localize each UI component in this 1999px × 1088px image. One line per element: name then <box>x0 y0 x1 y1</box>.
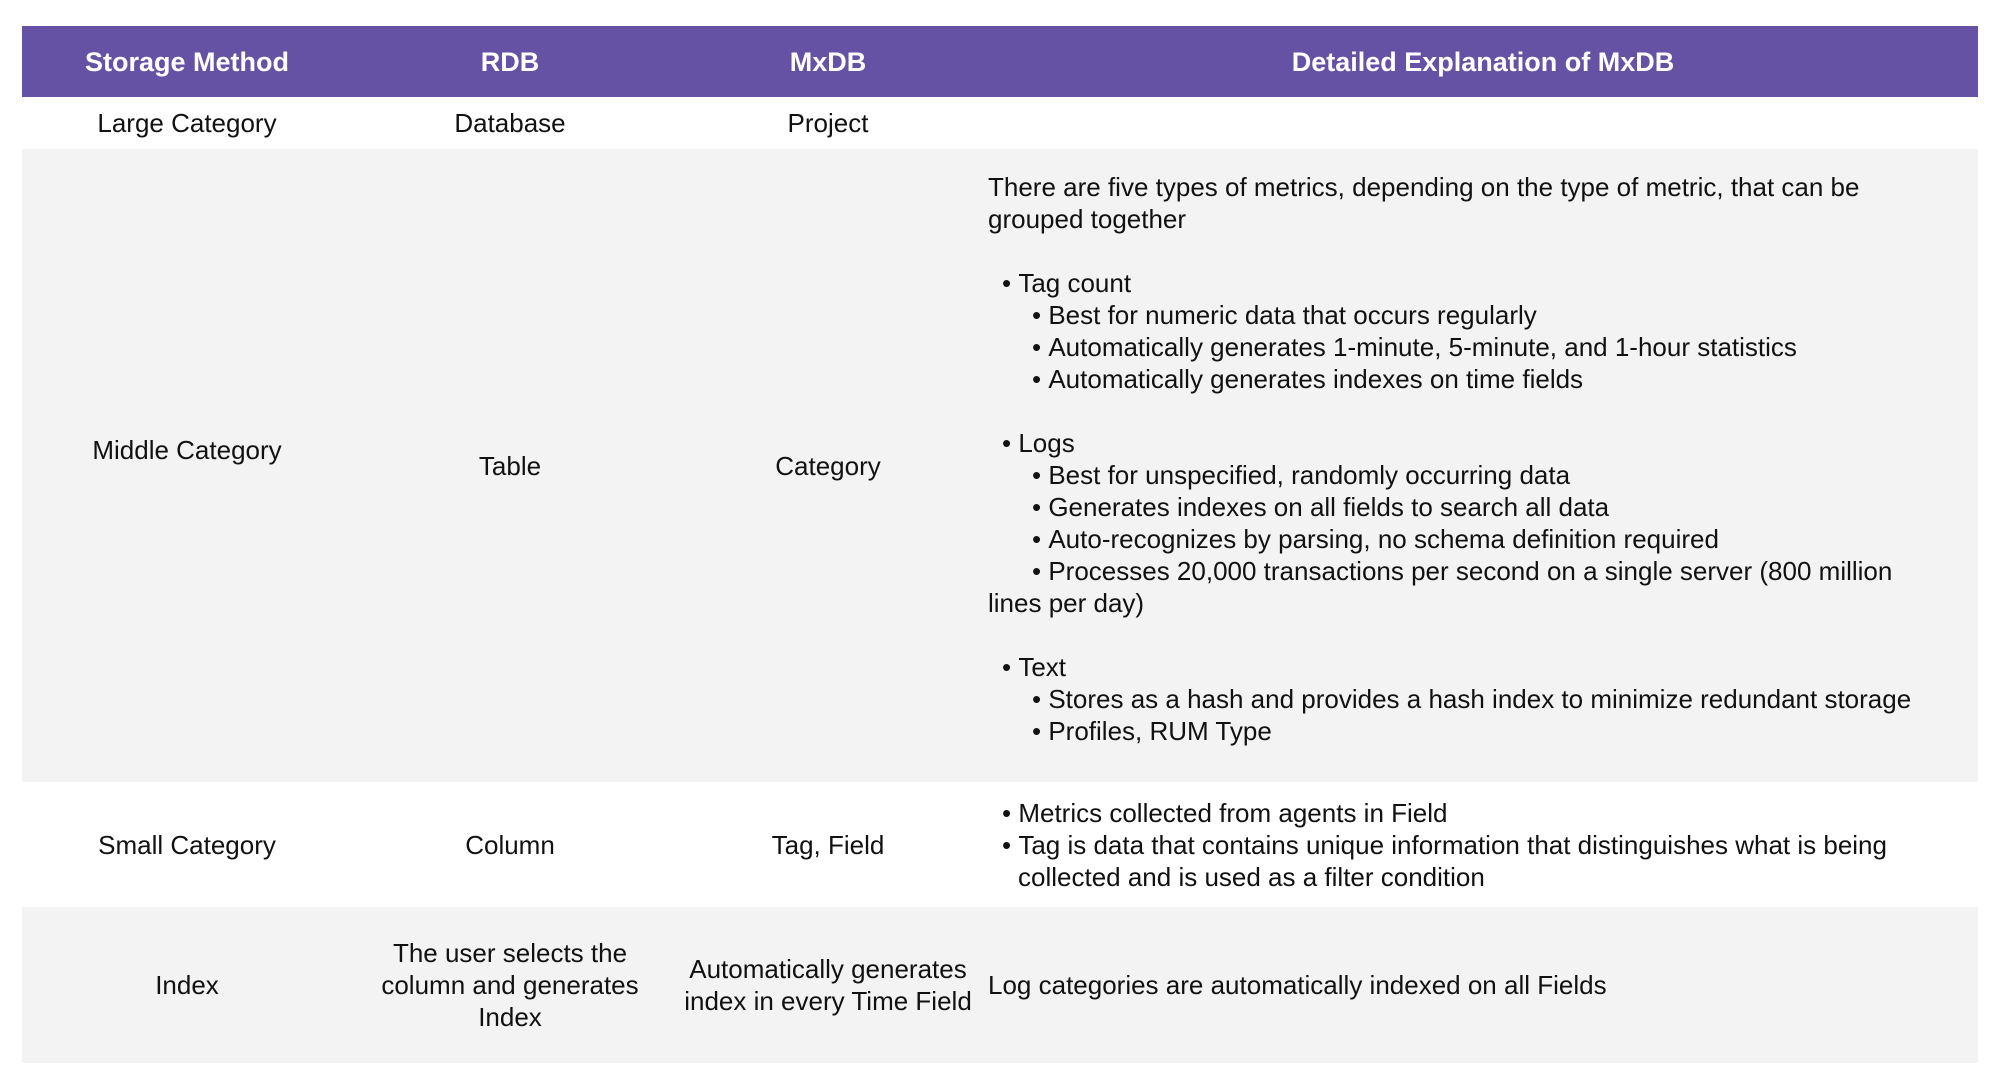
index-rdb-text: The user selects the column and generates Index <box>381 938 639 1032</box>
list-item-continuation: lines per day) <box>988 588 1145 618</box>
table-header-row <box>22 26 1978 97</box>
middle-detail-text <box>988 171 1948 747</box>
list-item: • Automatically generates 1-minute, 5-minute, and 1-hour statistics <box>988 331 1948 363</box>
index-rdb <box>352 907 668 1063</box>
header-storage-method: Storage Method <box>84 46 289 77</box>
large-detail <box>988 97 1978 149</box>
index-mxdb-text: Automatically generates index in every Time Field <box>684 954 972 1016</box>
group-title-tag-count: • Tag count <box>988 267 1948 299</box>
small-detail-text <box>988 797 1978 893</box>
group-title-logs: • Logs <box>988 427 1948 459</box>
index-mxdb <box>668 907 988 1063</box>
small-detail <box>988 782 1978 907</box>
large-storage-method: Large Category <box>97 108 277 138</box>
small-storage-method: Small Category <box>98 829 276 860</box>
group-title-text: • Text <box>988 651 1948 683</box>
index-detail: Log categories are automatically indexed on all Fields <box>988 970 1607 1000</box>
middle-storage-method: Middle Category <box>92 434 282 465</box>
small-mxdb: Tag, Field <box>771 829 885 860</box>
list-item: • Generates indexes on all fields to search all data <box>988 491 1948 523</box>
table-row-large-category <box>22 97 1978 149</box>
large-mxdb: Project <box>787 108 869 138</box>
index-storage-method: Index <box>155 970 219 1000</box>
middle-rdb: Table <box>478 450 542 481</box>
large-rdb: Database <box>454 108 566 138</box>
list-item: • Metrics collected from agents in Field <box>988 797 1978 829</box>
list-item: • Auto-recognizes by parsing, no schema definition required <box>988 523 1948 555</box>
storage-comparison-table <box>22 26 1978 1063</box>
list-item: • Best for numeric data that occurs regularly <box>988 299 1948 331</box>
table-row-small-category <box>22 782 1978 907</box>
middle-detail <box>988 149 1978 782</box>
middle-intro: There are five types of metrics, depending on the type of metric, that can be grouped together <box>988 172 1860 234</box>
list-item: • Automatically generates indexes on time fields <box>988 363 1948 395</box>
header-rdb: RDB <box>480 46 540 77</box>
header-detail: Detailed Explanation of MxDB <box>1291 46 1675 77</box>
header-mxdb: MxDB <box>789 46 867 77</box>
table-row-middle-category <box>22 149 1978 782</box>
table-row-index <box>22 907 1978 1063</box>
list-item: • Best for unspecified, randomly occurring data <box>988 459 1948 491</box>
list-item: • Stores as a hash and provides a hash index to minimize redundant storage <box>988 683 1948 715</box>
list-item: • Processes 20,000 transactions per second on a single server (800 million <box>988 555 1948 587</box>
list-item: • Profiles, RUM Type <box>988 715 1948 747</box>
list-item-continuation: collected and is used as a filter condition <box>1018 861 1485 892</box>
list-item: • Tag is data that contains unique information that distinguishes what is being <box>988 829 1978 861</box>
middle-mxdb: Category <box>775 450 881 481</box>
small-rdb: Column <box>465 829 555 860</box>
